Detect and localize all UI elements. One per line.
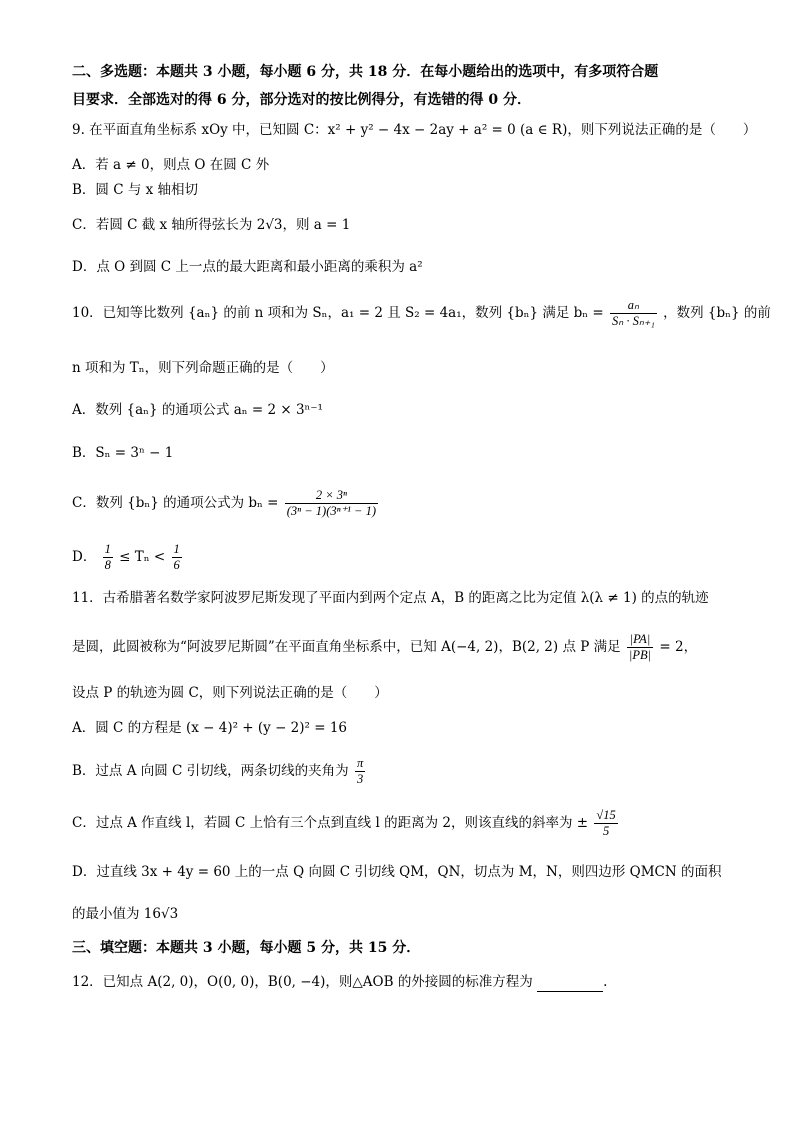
section2-heading-line1: 二、多选题：本题共 3 小题，每小题 6 分，共 18 分．在每小题给出的选项中，有多项符合题 — [72, 64, 659, 80]
q11-option-b-denominator: 3 — [355, 771, 365, 787]
q9-option-a: A．若 a ≠ 0，则点 O 在圆 C 外 — [72, 157, 270, 173]
q10-option-d-f1-denominator: 8 — [104, 558, 111, 572]
q11-stem2-post: = 2， — [659, 639, 698, 655]
q10-option-d-f1-numerator: 1 — [104, 542, 111, 556]
q10-option-c-pre: C．数列 {bₙ} 的通项公式为 bₙ = — [72, 495, 279, 511]
q10-option-a: A．数列 {aₙ} 的通项公式 aₙ = 2 × 3ⁿ⁻¹ — [72, 402, 323, 418]
q11-option-d-line2: 的最小值为 16√3 — [72, 906, 179, 922]
q9-option-b: B．圆 C 与 x 轴相切 — [72, 182, 199, 198]
q10-stem-line2: n 项和为 Tₙ，则下列命题正确的是（ ） — [72, 360, 334, 376]
q9-stem: 9. 在平面直角坐标系 xOy 中，已知圆 C：x² + y² − 4x − 2ay + a² = 0 (a ∈ R)，则下列说法正确的是（ ） — [72, 122, 757, 138]
q11-option-c-pre: C．过点 A 作直线 l，若圆 C 上恰有三个点到直线 l 的距离为 2，则该直线的斜率为 ± — [72, 815, 589, 831]
q11-option-c-denominator: 5 — [594, 823, 617, 839]
q11-option-b-pre: B．过点 A 向圆 C 引切线，两条切线的夹角为 — [72, 763, 349, 779]
q10-option-c-numerator: 2 × 3ⁿ — [315, 488, 347, 502]
q10-stem — [72, 298, 771, 329]
q10-option-d-fraction-2 — [172, 542, 182, 573]
q11-ratio-numerator: |PA| — [629, 632, 651, 646]
q11-stem-line2 — [72, 632, 697, 663]
q11-stem-line1: 11．古希腊著名数学家阿波罗尼斯发现了平面内到两个定点 A，B 的距离之比为定值 λ(λ ≠ 1) 的点的轨迹 — [72, 590, 709, 606]
q10-option-d-fraction-1 — [103, 542, 113, 573]
q12-end-mark: . — [603, 974, 608, 990]
q10-option-b: B．Sₙ = 3ⁿ − 1 — [72, 445, 174, 461]
q10-stem-pre: 10．已知等比数列 {aₙ} 的前 n 项和为 Sₙ，a₁ = 2 且 S₂ = 4a₁，数列 {bₙ} 满足 bₙ = — [72, 305, 604, 321]
q11-option-b-numerator: π — [356, 756, 364, 770]
q10-option-d — [72, 542, 184, 573]
q11-option-c — [72, 808, 620, 839]
q11-option-c-fraction — [594, 808, 617, 839]
section3-heading: 三、填空题：本题共 3 小题，每小题 5 分，共 15 分． — [72, 940, 421, 956]
q10-option-d-pre: D． — [72, 549, 97, 565]
section2-heading-line2: 目要求．全部选对的得 6 分，部分选对的按比例得分，有选错的得 0 分． — [72, 92, 531, 108]
q12-answer-blank[interactable] — [537, 977, 603, 992]
q10-option-d-mid: ≤ Tₙ < — [119, 549, 166, 565]
q10-option-c — [72, 488, 380, 519]
q11-ratio-denominator: |PB| — [628, 648, 652, 662]
q11-ratio-fraction — [627, 632, 653, 663]
q10-bn-fraction — [610, 298, 657, 329]
q10-stem-post: ，数列 {bₙ} 的前 — [663, 305, 771, 321]
q12-stem-text: 12．已知点 A(2, 0)，O(0, 0)，B(0, −4)，则△AOB 的外接圆的标准方程为 — [72, 974, 533, 990]
q12-stem — [72, 972, 607, 992]
q10-bn-denominator: Sₙ · Sₙ₊₁ — [612, 314, 655, 328]
q10-option-d-f2-denominator: 6 — [173, 558, 180, 572]
q11-option-c-numerator: √15 — [596, 808, 616, 822]
q11-stem-line3: 设点 P 的轨迹为圆 C，则下列说法正确的是（ ） — [72, 685, 388, 701]
q11-stem2-pre: 是圆，此圆被称为“阿波罗尼斯圆”在平面直角坐标系中，已知 A(−4, 2)，B(2, 2) 点 P 满足 — [72, 639, 621, 655]
q11-option-b — [72, 756, 367, 787]
q11-option-b-fraction — [355, 756, 365, 787]
q10-bn-numerator: aₙ — [627, 298, 640, 312]
q9-option-d: D．点 O 到圆 C 上一点的最大距离和最小距离的乘积为 a² — [72, 259, 423, 275]
q9-option-c: C．若圆 C 截 x 轴所得弦长为 2√3，则 a = 1 — [72, 217, 351, 233]
q11-option-d-line1: D．过直线 3x + 4y = 60 上的一点 Q 向圆 C 引切线 QM，QN，切点为 M，N，则四边形 QMCN 的面积 — [72, 864, 722, 880]
q10-option-c-denominator: (3ⁿ − 1)(3ⁿ⁺¹ − 1) — [286, 504, 376, 518]
q10-option-c-fraction — [285, 488, 378, 519]
q11-option-a: A．圆 C 的方程是 (x − 4)² + (y − 2)² = 16 — [72, 720, 348, 736]
q10-option-d-f2-numerator: 1 — [173, 542, 180, 556]
